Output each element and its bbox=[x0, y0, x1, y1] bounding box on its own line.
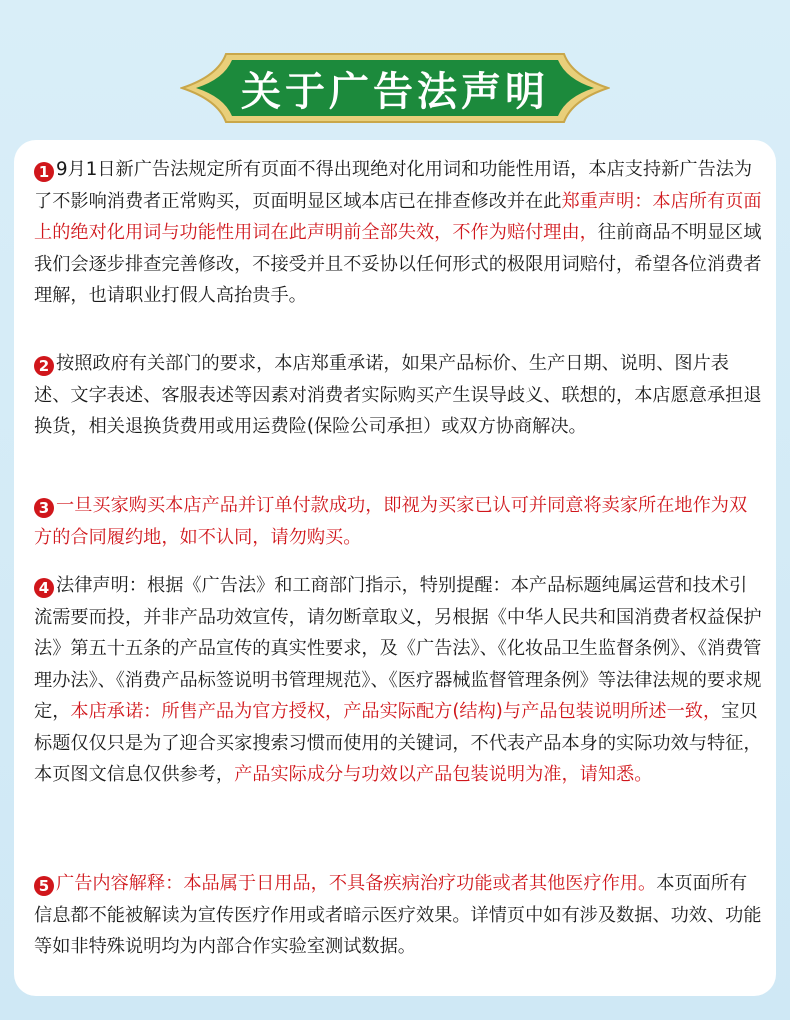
clause-text: 本页面所有信息都不能被解读为宣传医疗作用或者暗示医疗效果。详情页中如有涉及数据、功效、功能等如非特殊说明均为内部合作实验室测试数据。 bbox=[34, 873, 762, 957]
clause-highlight: 一旦买家购买本店产品并订单付款成功，即视为买家已认可并同意将卖家所在地作为双方的合同履约地，如不认同，请勿购买。 bbox=[34, 495, 748, 548]
clause-number-badge: 3 bbox=[34, 498, 54, 518]
clause-1 bbox=[34, 154, 764, 312]
clause-number-badge: 2 bbox=[34, 356, 54, 376]
clause-2 bbox=[34, 348, 764, 443]
clause-text: 往前商品不明显区域我们会逐步排查完善修改，不接受并且不妥协以任何形式的极限用词赔付，希望各位消费者理解，也请职业打假人高抬贵手。 bbox=[34, 222, 762, 306]
clause-highlight: 郑重声明：本店所有页面上的绝对化用词与功能性用词在此声明前全部失效，不作为赔付理由， bbox=[34, 190, 762, 243]
page-title: 关于广告法声明 bbox=[241, 68, 549, 115]
clause-number-badge: 1 bbox=[34, 162, 54, 182]
title-banner bbox=[180, 52, 610, 124]
clause-text: 按照政府有关部门的要求，本店郑重承诺，如果产品标价、生产日期、说明、图片表述、文字表述、客服表述等因素对消费者实际购买产生误导歧义、联想的，本店愿意承担退换货，相关退换货费用或用运费险(保险公司承担）或双方协商解决。 bbox=[34, 353, 762, 437]
clause-5 bbox=[34, 868, 764, 963]
clause-text: 宝贝标题仅仅只是为了迎合买家搜索习惯而使用的关键词，不代表产品本身的实际功效与特征，本页图文信息仅供参考， bbox=[34, 701, 762, 785]
clause-highlight: 本店承诺：所售产品为官方授权，产品实际配方(结构)与产品包装说明所述一致， bbox=[70, 701, 722, 722]
clause-3 bbox=[34, 490, 764, 553]
statement-card bbox=[14, 140, 776, 996]
clause-highlight: 广告内容解释：本品属于日用品，不具备疾病治疗功能或者其他医疗作用。 bbox=[56, 873, 657, 894]
clause-text: 9月1日新广告法规定所有页面不得出现绝对化用词和功能性用语，本店支持新广告法为了不影响消费者正常购买，页面明显区域本店已在排查修改并在此 bbox=[34, 159, 753, 212]
clause-number-badge: 4 bbox=[34, 578, 54, 598]
clause-text: 法律声明：根据《广告法》和工商部门指示，特别提醒：本产品标题纯属运营和技术引流需要而投，并非产品功效宣传，请勿断章取义，另根据《中华人民共和国消费者权益保护法》第五十五条的产品宣传的真实性要求，及《广告法》、《化妆品卫生监督条例》、《消费管理办法》、《消费产品标签说明书管理规范》、《医疗器械监督管理条例》等法律法规的要求规定， bbox=[34, 575, 762, 722]
clause-4 bbox=[34, 570, 764, 791]
clause-number-badge: 5 bbox=[34, 876, 54, 896]
clause-highlight: 产品实际成分与功效以产品包装说明为准，请知悉。 bbox=[234, 764, 653, 785]
